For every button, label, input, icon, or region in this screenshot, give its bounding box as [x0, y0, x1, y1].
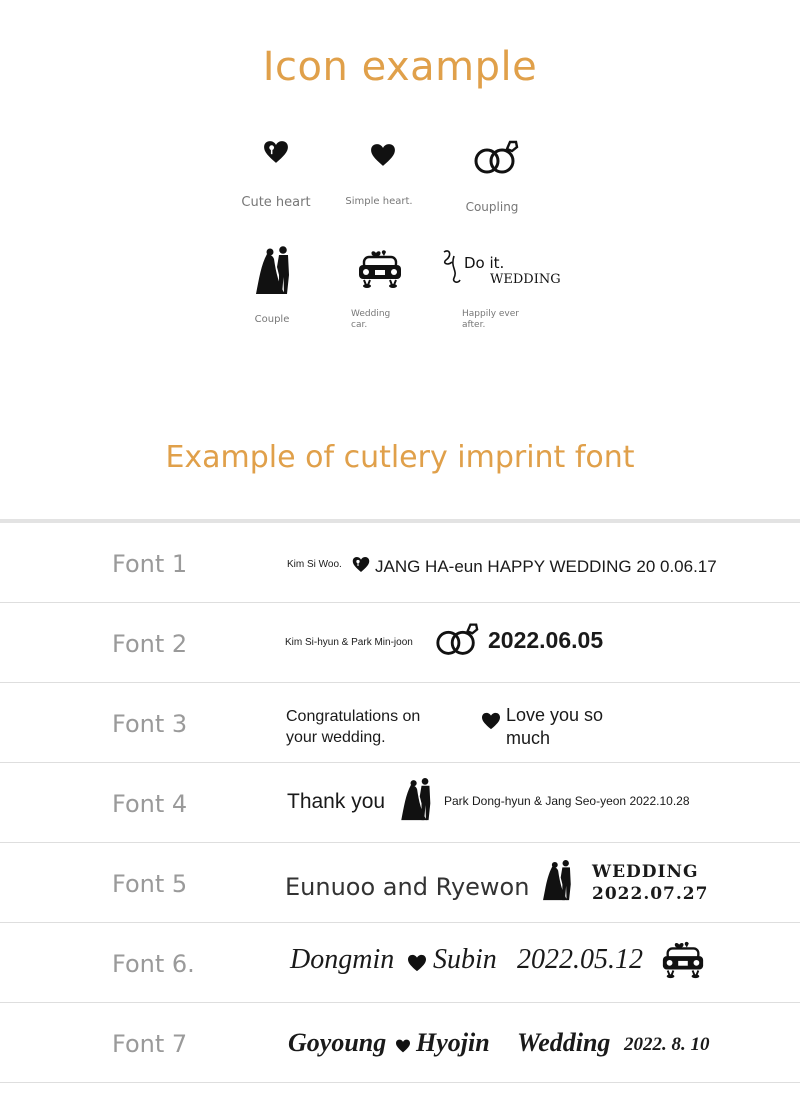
font3-left-line1: Congratulations on	[286, 708, 421, 725]
font-row-label: Font 4	[112, 790, 188, 818]
font7-right-text: Hyojin	[416, 1028, 490, 1057]
couple-silhouette-icon	[400, 777, 436, 821]
icon-card-couple	[252, 245, 298, 295]
font3-left-text	[286, 706, 420, 748]
coupling-rings-icon	[472, 138, 520, 176]
font-row-5	[0, 843, 800, 923]
couple-silhouette-icon	[541, 859, 577, 901]
font-section-title: Example of cutlery imprint font	[165, 440, 635, 475]
icon-card-wedding-car	[355, 247, 405, 289]
font2-date: 2022.06.05	[488, 627, 604, 653]
happily-art-line2: WEDDING	[490, 272, 561, 287]
font-row-label: Font 2	[112, 630, 188, 658]
icon-card-coupling	[468, 138, 524, 176]
font1-left-text: Kim Si Woo.	[287, 559, 342, 570]
font-row-7	[0, 1003, 800, 1083]
happily-ever-after-icon	[440, 244, 561, 290]
wedding-car-icon	[660, 938, 706, 980]
font3-right-line2: much	[506, 728, 551, 748]
cute-heart-icon	[263, 140, 289, 164]
icon-label-wedding-car	[351, 309, 390, 331]
couple-silhouette-icon	[254, 245, 296, 295]
font7-extra-text: Wedding	[517, 1028, 611, 1057]
icon-label-simple-heart: Simple heart.	[345, 196, 413, 207]
font-row-3	[0, 683, 800, 763]
simple-heart-icon	[395, 1039, 411, 1053]
simple-heart-icon	[481, 712, 501, 730]
icon-label-coupling: Coupling	[465, 200, 519, 214]
font6-date: 2022.05.12	[517, 944, 643, 975]
font3-left-line2: your wedding.	[286, 729, 386, 746]
icon-label-happily	[462, 309, 519, 331]
font-row-4	[0, 763, 800, 843]
icon-label-happily-line2: after.	[462, 320, 486, 330]
font6-left-text: Dongmin	[290, 944, 395, 975]
font-row-6	[0, 923, 800, 1003]
icon-label-wedding-car-line1: Wedding	[351, 309, 391, 319]
font2-left-text: Kim Si-hyun & Park Min-joon	[285, 637, 413, 648]
font5-right-line2: 2022.07.27	[592, 884, 709, 904]
font4-right-text: Park Dong-hyun & Jang Seo-yeon 2022.10.28	[444, 794, 690, 808]
font-row-label: Font 5	[112, 870, 188, 898]
wedding-car-icon	[356, 247, 404, 289]
font4-left-text: Thank you	[287, 790, 386, 813]
font-row-label: Font 6.	[112, 950, 195, 978]
icon-label-happily-line1: Happily ever	[462, 309, 519, 319]
font-row-label: Font 3	[112, 710, 188, 738]
font-row-label: Font 1	[112, 550, 188, 578]
font3-right-line1: Love you so	[506, 705, 604, 725]
font-row-label: Font 7	[112, 1030, 188, 1058]
simple-heart-icon	[370, 143, 396, 167]
font5-right-text	[592, 861, 708, 905]
happily-art-line1: Do it.	[464, 254, 505, 272]
icon-section-title: Icon example	[262, 44, 538, 90]
font-row-1	[0, 523, 800, 603]
font5-left-text: Eunuoo and Ryewon	[285, 873, 530, 901]
font3-right-text	[506, 704, 603, 750]
calligraphy-swash-icon	[440, 246, 464, 288]
font7-date: 2022. 8. 10	[624, 1034, 710, 1055]
cute-heart-icon	[352, 556, 370, 573]
icon-label-couple: Couple	[254, 314, 290, 325]
icon-card-cute-heart	[246, 140, 306, 164]
font5-right-line1: WEDDING	[592, 862, 699, 882]
font7-left-text: Goyoung	[288, 1028, 387, 1057]
icon-label-wedding-car-line2: car.	[351, 320, 368, 330]
simple-heart-icon	[407, 954, 427, 972]
font6-right-text: Subin	[433, 944, 497, 975]
font-row-2	[0, 603, 800, 683]
font1-right-text: JANG HA-eun HAPPY WEDDING 20 0.06.17	[375, 557, 717, 576]
icon-card-simple-heart	[353, 143, 413, 167]
coupling-rings-icon	[434, 621, 480, 657]
icon-label-cute-heart: Cute heart	[241, 195, 311, 210]
